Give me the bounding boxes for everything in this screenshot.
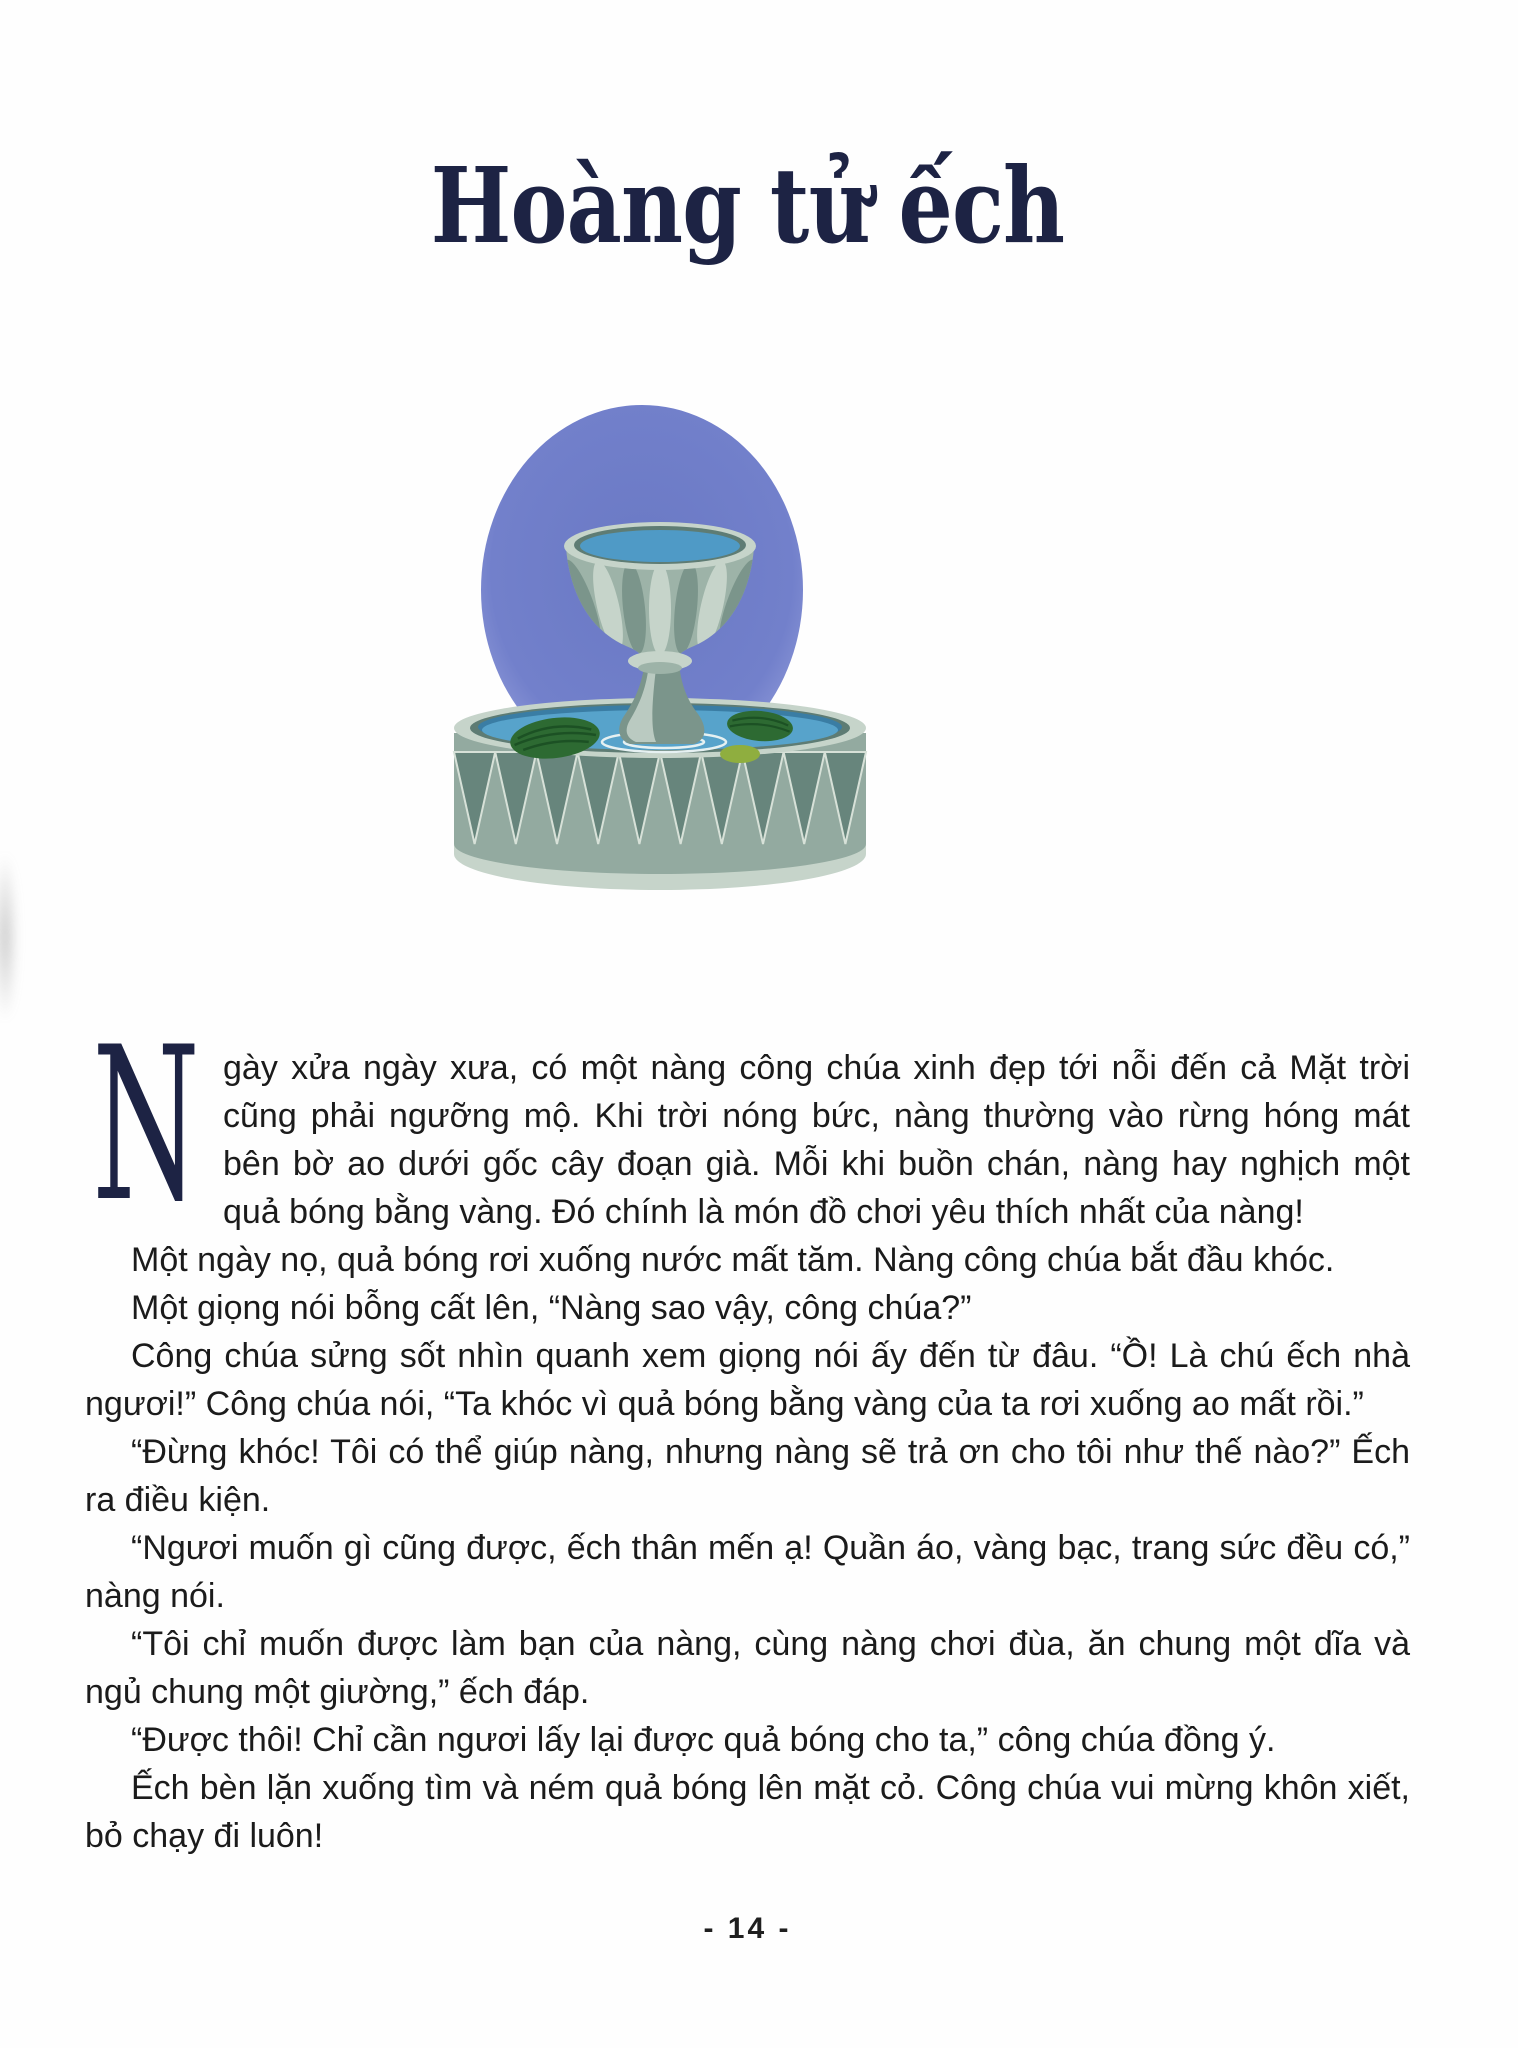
paragraph: “Đừng khóc! Tôi có thể giúp nàng, nhưng nàng sẽ trả ơn cho tôi như thế nào?” Ếch ra điều kiện. — [85, 1433, 1410, 1519]
paragraph: “Ngươi muốn gì cũng được, ếch thân mến ạ! Quần áo, vàng bạc, trang sức đều có,” nàng nói. — [85, 1529, 1410, 1615]
paragraph: Một ngày nọ, quả bóng rơi xuống nước mất tăm. Nàng công chúa bắt đầu khóc. — [131, 1241, 1335, 1279]
page-title: Hoàng tử ếch — [430, 144, 1065, 267]
scan-shadow — [0, 852, 18, 1022]
upper-bowl-water — [580, 530, 740, 562]
paragraph: “Được thôi! Chỉ cần ngươi lấy lại được quả bóng cho ta,” công chúa đồng ý. — [131, 1721, 1276, 1759]
lily-pad-small — [720, 745, 760, 763]
paragraph: “Tôi chỉ muốn được làm bạn của nàng, cùng nàng chơi đùa, ăn chung một dĩa và ngủ chung một giường,” ếch đáp. — [85, 1625, 1410, 1711]
svg-text:N: N — [92, 1001, 200, 1249]
paragraph: Ếch bèn lặn xuống tìm và ném quả bóng lên mặt cỏ. Công chúa vui mừng khôn xiết, bỏ chạy đi luôn! — [85, 1769, 1410, 1855]
story-text — [85, 1001, 1410, 1860]
paragraph: Công chúa sửng sốt nhìn quanh xem giọng nói ấy đến từ đâu. “Ồ! Là chú ếch nhà ngươi!” Công chúa nói, “Ta khóc vì quả bóng bằng vàng của ta rơi xuống ao mất rồi.” — [85, 1337, 1410, 1423]
drop-cap — [85, 1001, 207, 1249]
pedestal-knob-shade — [638, 662, 682, 674]
paragraph-opening — [85, 1001, 1410, 1249]
paragraph-text: gày xửa ngày xưa, có một nàng công chúa xinh đẹp tới nỗi đến cả Mặt trời cũng phải ngưỡng mộ. Khi trời nóng bức, nàng thường vào rừng hóng mát bên bờ ao dưới gốc cây đoạn già. Mỗi khi buồn chán, nàng hay nghịch một quả bóng bằng vàng. Đó chính là món đồ chơi yêu thích nhất của nàng! — [223, 1049, 1410, 1231]
page-number: - 14 - — [703, 1912, 792, 1945]
fountain-illustration — [440, 398, 880, 908]
paragraph: Một giọng nói bỗng cất lên, “Nàng sao vậy, công chúa?” — [131, 1289, 972, 1327]
title-wrap — [85, 144, 1410, 267]
